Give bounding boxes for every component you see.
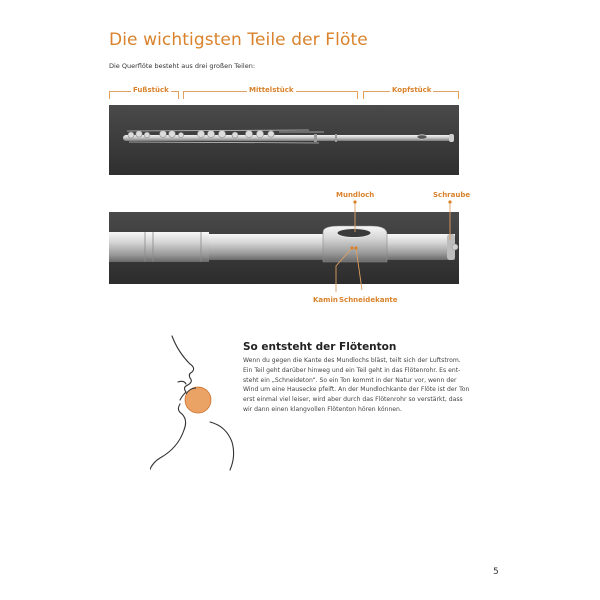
intro-text: Die Querflöte besteht aus drei großen Teilen: (109, 62, 256, 70)
callout-edge: Schneidekante (339, 296, 398, 304)
section-line: steht ein „Schneideton“. So ein Ton kommt in der Natur vor, wenn der (243, 376, 457, 384)
section-line: erst einmal viel leiser, wird aber durch das Flötenrohr so verstärkt, dass (243, 396, 463, 404)
section-line: Ein Teil geht darüber hinweg und ein Teil geht in das Flötenrohr. Es ent- (243, 366, 461, 374)
middle-label: Mittelstück (249, 86, 294, 94)
section-title: So entsteht der Flötenton (243, 341, 397, 353)
section-body (243, 356, 471, 415)
callout-mouth-hole: Mundloch (336, 191, 375, 199)
head-label: Kopfstück (392, 86, 432, 94)
page-number: 5 (493, 567, 499, 577)
section-line: wir dann einen klangvollen Flötenton hören können. (243, 405, 402, 413)
page-title: Die wichtigsten Teile der Flöte (109, 30, 368, 50)
face-blowing-illustration (150, 330, 240, 484)
section-line: Wind um eine Hausecke pfeift. An der Mundlochkante der Flöte ist der Ton (243, 386, 470, 394)
callout-chimney: Kamin (313, 296, 338, 304)
section-line: Wenn du gegen die Kante des Mundlochs bläst, teilt sich der Luftstrom. (243, 357, 461, 364)
foot-label: Fußstück (133, 86, 169, 94)
callout-screw: Schraube (433, 191, 471, 199)
